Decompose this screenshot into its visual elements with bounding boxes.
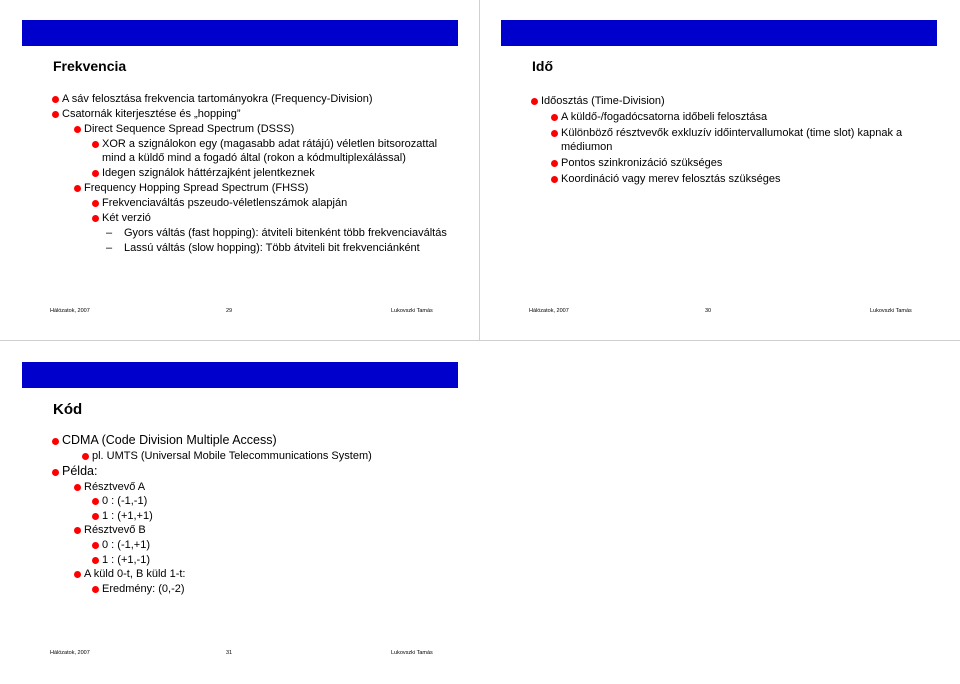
bullet-dot-icon — [551, 176, 558, 183]
bullet-item: XOR a szignálokon egy (magasabb adat rátájú) véletlen bitsorozattal mind a küldő mind a fogadó által (rokon a kódmultiplexálással) — [50, 137, 450, 165]
footer-page-number: 31 — [226, 650, 233, 656]
bullet-dot-icon — [92, 200, 99, 207]
footer-author: Lukovszki Tamás — [391, 650, 433, 656]
bullet-item: Pontos szinkronizáció szükséges — [529, 156, 929, 170]
slide-kod — [22, 362, 458, 662]
bullet-dot-icon — [92, 513, 99, 520]
bullet-dot-icon — [52, 469, 59, 476]
bullet-item: CDMA (Code Division Multiple Access) — [50, 433, 450, 448]
slide-title: Kód — [53, 401, 83, 418]
footer-page-number: 29 — [226, 308, 233, 314]
bullet-item: Különböző résztvevők exkluzív időintervallumokat (time slot) kapnak a médiumon — [529, 126, 929, 154]
bullet-dot-icon — [92, 498, 99, 505]
bullet-dot-icon — [52, 111, 59, 118]
title-band — [22, 362, 458, 388]
bullet-item: Résztvevő A — [50, 480, 450, 495]
dash-icon: – — [106, 242, 113, 254]
bullet-item: pl. UMTS (Universal Mobile Telecommunications System) — [50, 449, 450, 464]
bullet-dot-icon — [52, 96, 59, 103]
bullet-dot-icon — [551, 130, 558, 137]
bullet-item: Idegen szignálok háttérzajként jelentkeznek — [50, 166, 450, 180]
slide-body — [529, 94, 929, 187]
slide-ido — [501, 20, 937, 320]
bullet-item: Frequency Hopping Spread Spectrum (FHSS) — [50, 181, 450, 195]
bullet-item: A küldő-/fogadócsatorna időbeli felosztása — [529, 110, 929, 124]
footer-course: Hálózatok, 2007 — [50, 650, 90, 656]
bullet-item: 0 : (-1,+1) — [50, 538, 450, 553]
bullet-item: A sáv felosztása frekvencia tartományokra (Frequency-Division) — [50, 92, 450, 106]
slide-frekvencia — [22, 20, 458, 320]
bullet-dot-icon — [551, 160, 558, 167]
footer-page-number: 30 — [705, 308, 712, 314]
title-band — [22, 20, 458, 46]
bullet-item: Két verzió — [50, 211, 450, 225]
bullet-dot-icon — [74, 185, 81, 192]
bullet-dot-icon — [74, 571, 81, 578]
bullet-item: Frekvenciaváltás pszeudo-véletlenszámok alapján — [50, 196, 450, 210]
bullet-item: Időosztás (Time-Division) — [529, 94, 929, 108]
bullet-item: 1 : (+1,-1) — [50, 553, 450, 568]
slide-body — [50, 433, 450, 596]
bullet-item: 0 : (-1,-1) — [50, 494, 450, 509]
bullet-item: 1 : (+1,+1) — [50, 509, 450, 524]
slide-divider-vertical — [479, 0, 480, 340]
dash-icon: – — [106, 227, 113, 239]
slide-title: Frekvencia — [53, 58, 127, 74]
bullet-dot-icon — [92, 141, 99, 148]
footer-course: Hálózatok, 2007 — [529, 308, 569, 314]
footer-course: Hálózatok, 2007 — [50, 308, 90, 314]
slide-title: Idő — [532, 58, 553, 74]
bullet-dot-icon — [52, 438, 59, 445]
bullet-dot-icon — [531, 98, 538, 105]
footer-author: Lukovszki Tamás — [391, 308, 433, 314]
title-band — [501, 20, 937, 46]
bullet-dot-icon — [92, 215, 99, 222]
dash-item: – Lassú váltás (slow hopping): Több átviteli bit frekvenciánként — [106, 242, 420, 254]
bullet-item: A küld 0-t, B küld 1-t: — [50, 567, 450, 582]
footer-author: Lukovszki Tamás — [870, 308, 912, 314]
dash-item: – Gyors váltás (fast hopping): átviteli bitenként több frekvenciaváltás — [106, 227, 447, 239]
bullet-item: Résztvevő B — [50, 523, 450, 538]
bullet-dot-icon — [92, 542, 99, 549]
bullet-dot-icon — [92, 170, 99, 177]
bullet-item: Direct Sequence Spread Spectrum (DSSS) — [50, 122, 450, 136]
bullet-dot-icon — [74, 126, 81, 133]
bullet-dot-icon — [74, 484, 81, 491]
bullet-dot-icon — [92, 586, 99, 593]
bullet-dot-icon — [551, 114, 558, 121]
bullet-item: Eredmény: (0,-2) — [50, 582, 450, 597]
bullet-dot-icon — [82, 453, 89, 460]
bullet-item: Példa: — [50, 464, 450, 479]
bullet-dot-icon — [92, 557, 99, 564]
bullet-item: Koordináció vagy merev felosztás szükséges — [529, 172, 929, 186]
bullet-dot-icon — [74, 527, 81, 534]
slide-divider-horizontal — [0, 340, 960, 341]
slide-body — [50, 92, 450, 256]
bullet-item: Csatornák kiterjesztése és „hopping” — [50, 107, 450, 121]
